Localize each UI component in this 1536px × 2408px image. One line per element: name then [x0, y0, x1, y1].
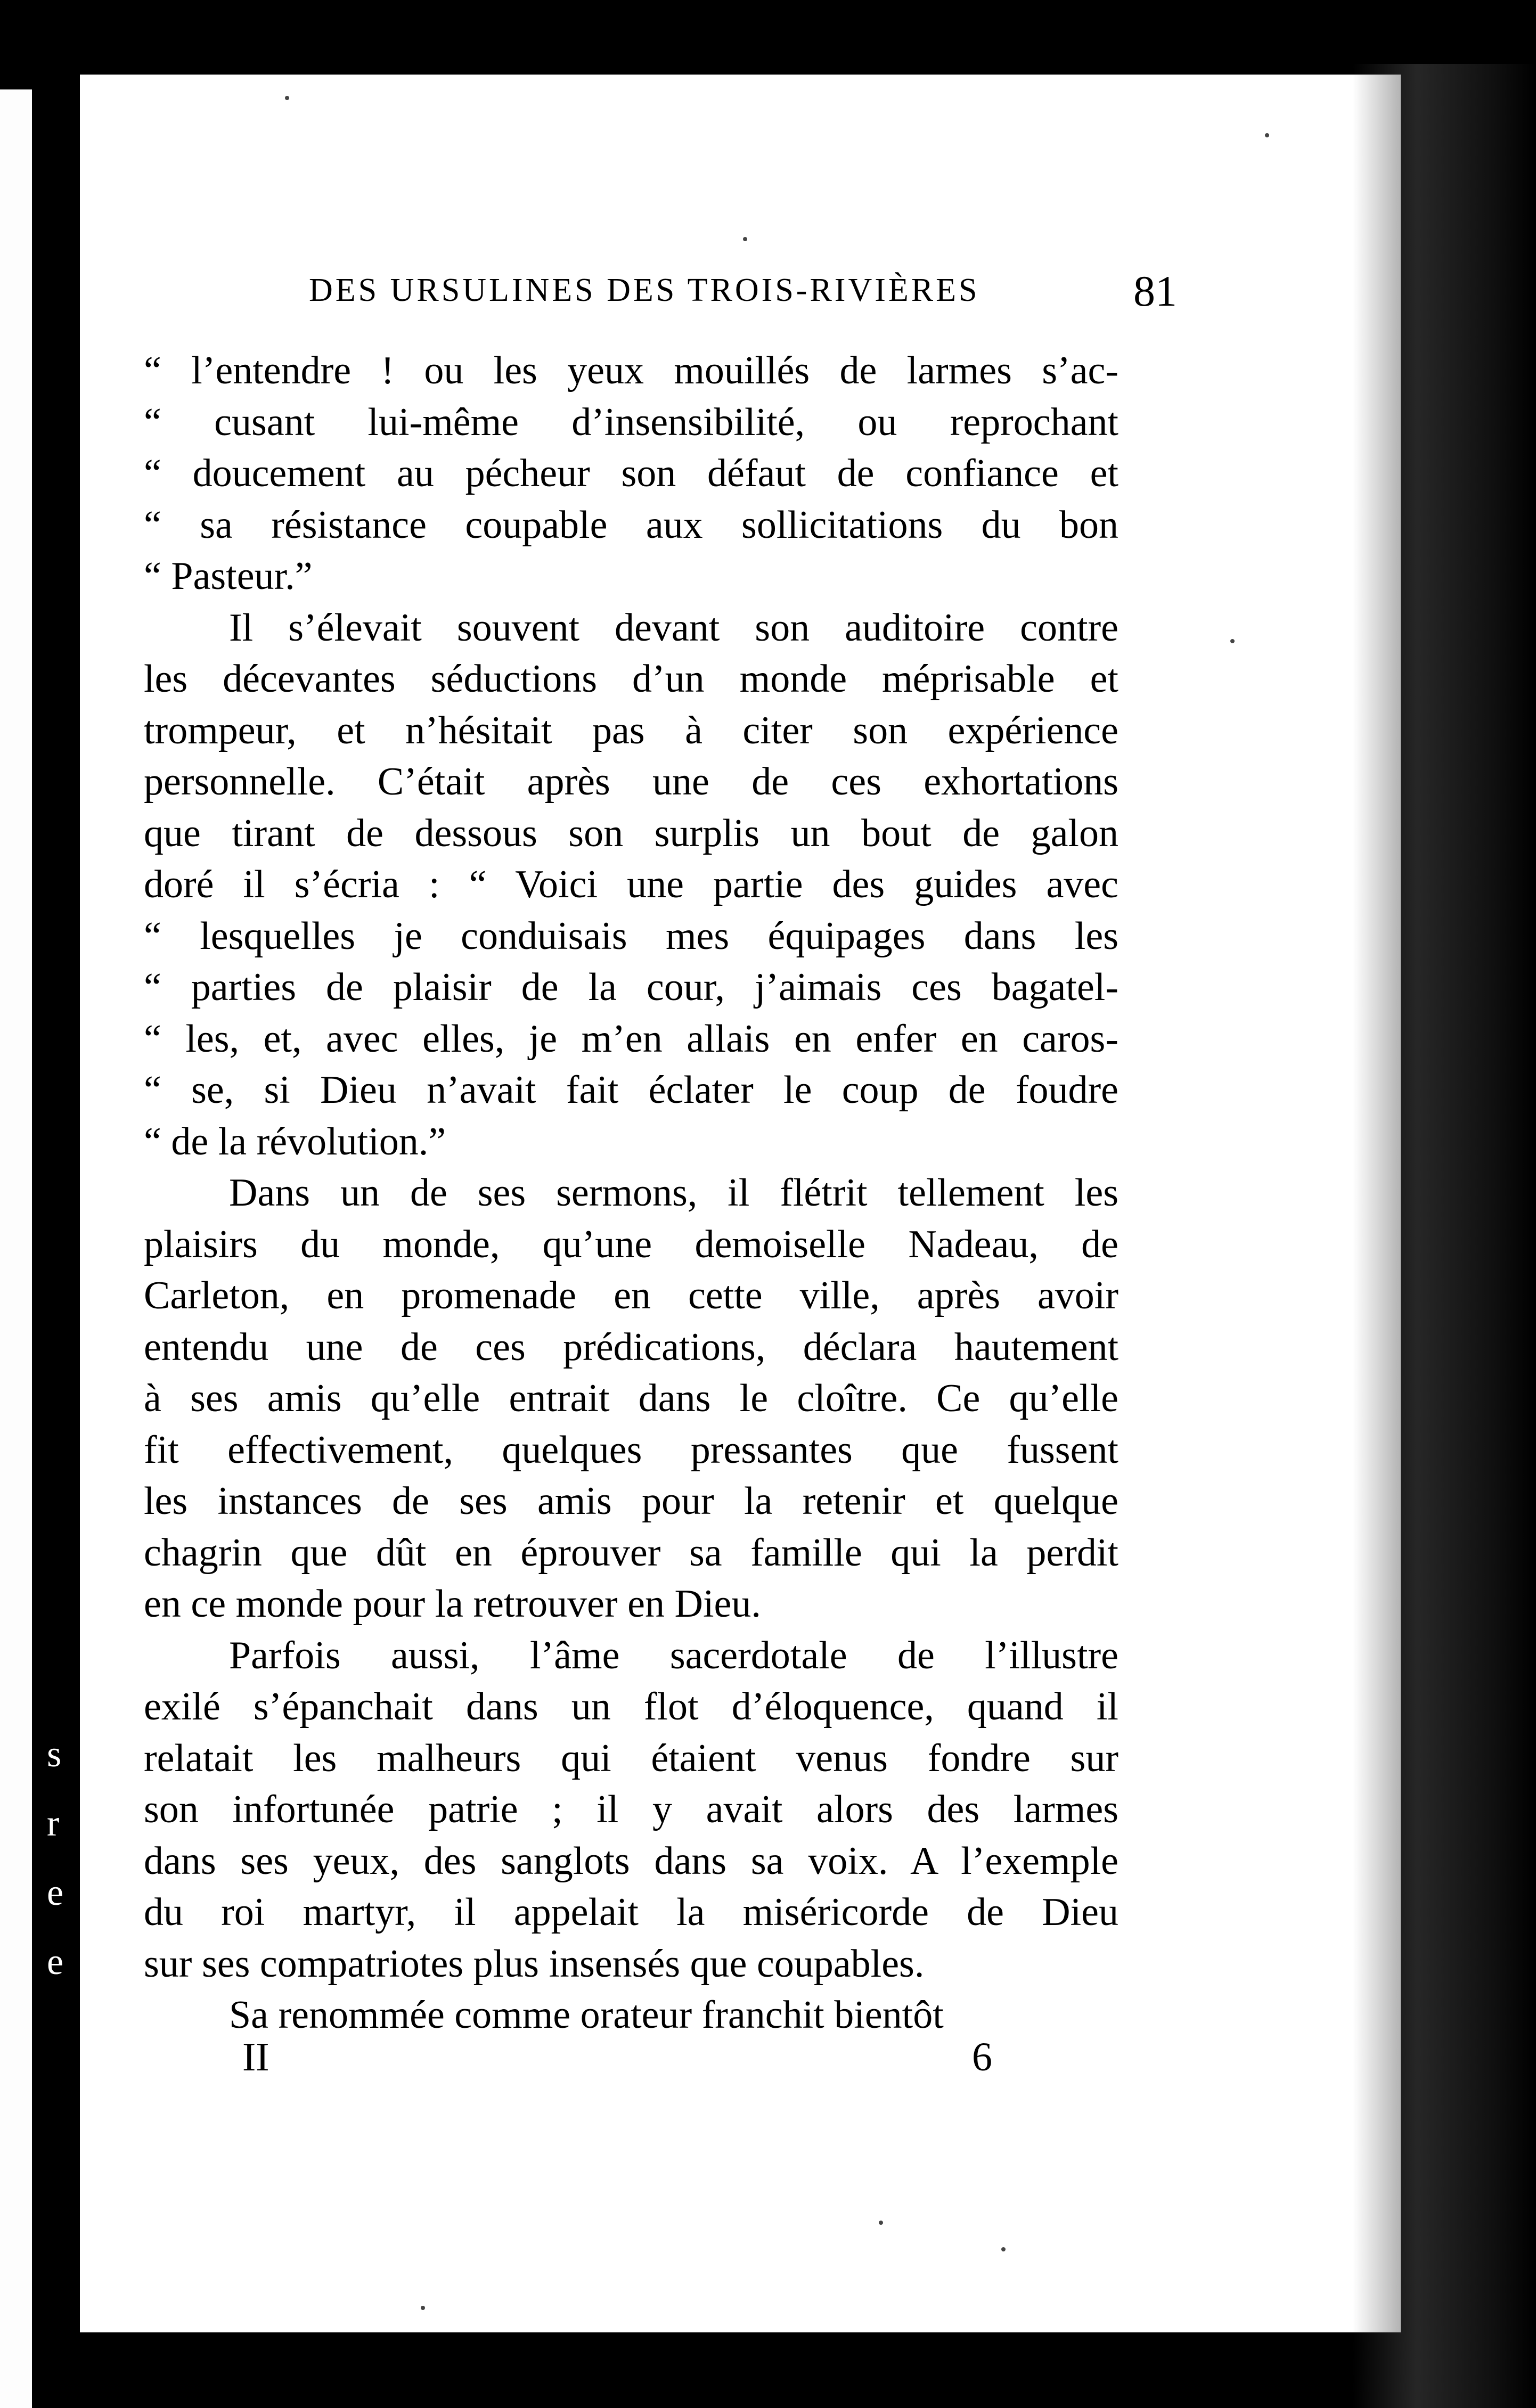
- text-line: personnelle. C’était après une de ces exhortations: [144, 760, 1118, 804]
- body-text: [144, 345, 1118, 2041]
- scan-speck: [879, 2221, 883, 2225]
- facing-letter: e: [47, 1872, 64, 1913]
- text-line: “ de la révolution.”: [144, 1119, 446, 1164]
- scan-speck: [743, 237, 747, 241]
- text-line: Sa renommée comme orateur franchit bientôt: [229, 1993, 944, 2037]
- page-footer: [242, 2034, 1015, 2093]
- page-number: 81: [1133, 267, 1177, 315]
- text-line: “ l’entendre ! ou les yeux mouillés de larmes s’ac-: [144, 349, 1118, 392]
- scan-speck: [285, 96, 289, 100]
- scan-speck: [1265, 133, 1269, 137]
- text-line: à ses amis qu’elle entrait dans le cloître. Ce qu’elle: [144, 1377, 1118, 1420]
- paragraph: [144, 345, 1118, 602]
- text-line: “ cusant lui-même d’insensibilité, ou reprochant: [144, 400, 1118, 444]
- text-line: “ les, et, avec elles, je m’en allais en enfer en caros-: [144, 1017, 1118, 1061]
- scan-speck: [1230, 639, 1235, 643]
- scan-speck: [421, 2306, 425, 2310]
- facing-page-edge: [0, 89, 32, 2408]
- text-line: “ Pasteur.”: [144, 554, 313, 598]
- text-line: “ sa résistance coupable aux sollicitations du bon: [144, 503, 1118, 547]
- text-line: Carleton, en promenade en cette ville, après avoir: [144, 1274, 1118, 1317]
- folio-mark: 6: [972, 2035, 992, 2079]
- text-line: dans ses yeux, des sanglots dans sa voix. A l’exemple: [144, 1839, 1118, 1883]
- running-head: DES URSULINES DES TROIS-RIVIÈRES: [309, 272, 980, 308]
- text-line: sur ses compatriotes plus insensés que coupables.: [144, 1942, 925, 1986]
- text-line: “ doucement au pécheur son défaut de confiance et: [144, 452, 1118, 495]
- text-line: Dans un de ses sermons, il flétrit tellement les: [229, 1171, 1118, 1215]
- text-line: fit effectivement, quelques pressantes que fussent: [144, 1428, 1118, 1472]
- facing-page-letters: [47, 1720, 79, 1997]
- text-line: Il s’élevait souvent devant son auditoire contre: [229, 605, 1118, 650]
- text-line: les instances de ses amis pour la retenir et quelque: [144, 1479, 1118, 1523]
- facing-letter: s: [47, 1734, 62, 1775]
- text-line: exilé s’épanchait dans un flot d’éloquence, quand il: [144, 1685, 1118, 1729]
- text-line: les décevantes séductions d’un monde méprisable et: [144, 657, 1118, 701]
- text-line: plaisirs du monde, qu’une demoiselle Nadeau, de: [144, 1222, 1118, 1266]
- text-line: relatait les malheurs qui étaient venus fondre sur: [144, 1736, 1118, 1780]
- gutter-shadow: [1353, 64, 1536, 2408]
- scan-speck: [1001, 2247, 1006, 2251]
- text-line: trompeur, et n’hésitait pas à citer son expérience: [144, 708, 1118, 752]
- text-line: “ parties de plaisir de la cour, j’aimais ces bagatel-: [144, 965, 1118, 1009]
- facing-letter: e: [47, 1942, 64, 1983]
- paragraph: [144, 1630, 1118, 1990]
- text-line: en ce monde pour la retrouver en Dieu.: [144, 1582, 761, 1626]
- page-header: [229, 266, 1177, 325]
- text-line: que tirant de dessous son surplis un bout de galon: [144, 811, 1118, 855]
- text-line: Parfois aussi, l’âme sacerdotale de l’illustre: [229, 1633, 1118, 1677]
- text-line: du roi martyr, il appelait la miséricorde de Dieu: [144, 1890, 1118, 1934]
- text-line: “ lesquelles je conduisais mes équipages dans les: [144, 914, 1118, 958]
- text-line: entendu une de ces prédications, déclara hautement: [144, 1325, 1118, 1369]
- facing-letter: r: [47, 1803, 60, 1844]
- signature-mark: II: [242, 2035, 269, 2079]
- paragraph: [144, 602, 1118, 1168]
- paragraph: [144, 1989, 1118, 2041]
- text-line: chagrin que dût en éprouver sa famille qui la perdit: [144, 1530, 1118, 1575]
- text-line: doré il s’écria : “ Voici une partie des guides avec: [144, 863, 1118, 906]
- text-line: son infortunée patrie ; il y avait alors des larmes: [144, 1788, 1118, 1831]
- paragraph: [144, 1167, 1118, 1630]
- text-line: “ se, si Dieu n’avait fait éclater le coup de foudre: [144, 1068, 1118, 1112]
